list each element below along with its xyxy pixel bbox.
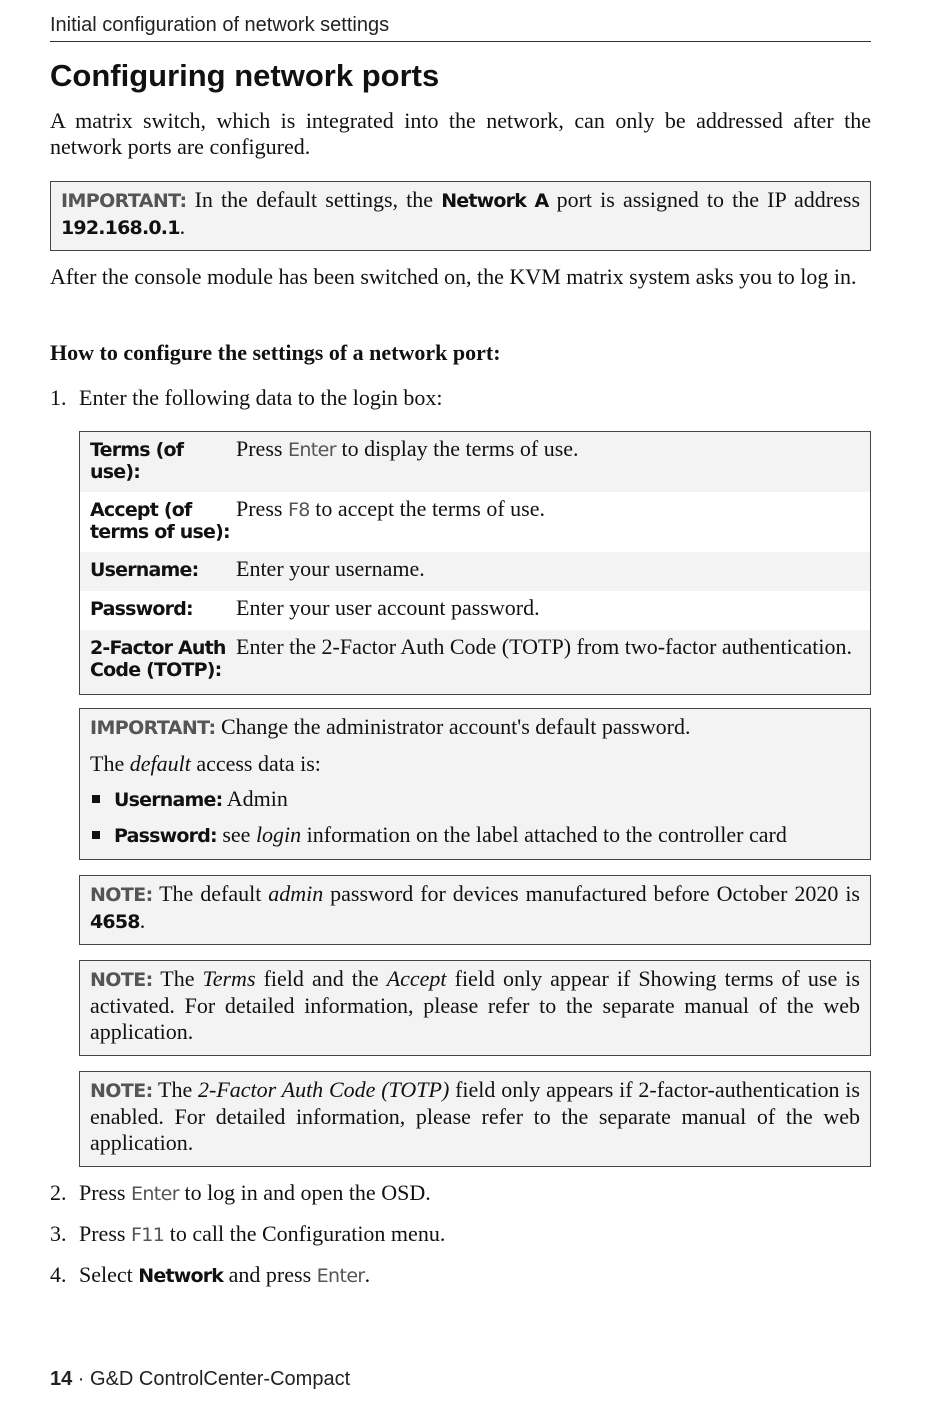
step-1 — [50, 385, 443, 411]
table-row — [80, 630, 870, 694]
password-label: Password: — [114, 825, 217, 847]
important-line — [90, 714, 860, 741]
step-2: 2. Press Enter to log in and open the OSD. — [50, 1180, 431, 1205]
field-name: Password: — [90, 598, 193, 620]
default-password-code: 4658 — [90, 911, 140, 933]
bullet-square-icon — [92, 831, 100, 839]
important-label: IMPORTANT: — [61, 190, 187, 212]
list-item: Password: see login information on the label attached to the controller card — [90, 822, 860, 849]
enter-key: Enter — [130, 1183, 179, 1205]
step-number: 1. — [50, 385, 67, 410]
enter-key: Enter — [316, 1265, 365, 1287]
important-text: . — [179, 214, 186, 239]
list-item: Username: Admin — [90, 786, 860, 813]
f8-key: F8 — [287, 499, 310, 521]
important-box-default-ip — [50, 181, 871, 251]
login-prompt-paragraph: After the console module has been switched on, the KVM matrix system asks you to log in. — [50, 264, 857, 289]
note-label: NOTE: — [90, 1080, 153, 1102]
step-number: 4. — [50, 1262, 67, 1287]
page-footer: 14 · G&D ControlCenter-Compact — [50, 1368, 351, 1390]
username-label: Username: — [114, 789, 223, 811]
field-description: Enter the 2-Factor Auth Code (TOTP) from two-factor authentication. — [236, 634, 853, 659]
field-description: Press F8 to accept the terms of use. — [236, 496, 545, 521]
step-text: Enter the following data to the login box: — [79, 385, 443, 410]
running-header — [50, 14, 871, 42]
note-box-totp-field: NOTE: The 2-Factor Auth Code (TOTP) field only appears if 2-factor-authentication is enabled. For detailed information, please refer to the separate manual of the web application. — [79, 1071, 871, 1167]
bullet-square-icon — [92, 795, 100, 803]
field-name: Username: — [90, 559, 199, 581]
step-number: 3. — [50, 1221, 67, 1246]
default-access-line: The default access data is: — [90, 751, 321, 776]
important-text: Change the administrator account's default password. — [215, 714, 691, 739]
running-header-title: Initial configuration of network settings — [50, 14, 390, 36]
field-name: Accept (of terms of use): — [90, 499, 230, 543]
step-number: 2. — [50, 1180, 67, 1205]
important-text: In the default settings, the — [186, 187, 442, 212]
important-box-default-password — [79, 708, 871, 860]
product-name: G&D ControlCenter-Compact — [90, 1368, 351, 1390]
note-label: NOTE: — [90, 969, 153, 991]
intro-paragraph: A matrix switch, which is integrated into the network, can only be addressed after the network ports are configured. — [50, 108, 871, 159]
table-row — [80, 432, 870, 492]
note-label: NOTE: — [90, 884, 153, 906]
login-fields-table — [79, 431, 871, 695]
step-3: 3. Press F11 to call the Configuration menu. — [50, 1221, 446, 1246]
page-title: Configuring network ports — [50, 58, 440, 93]
field-description: Enter your user account password. — [236, 595, 540, 620]
step-4: 4. Select Network and press Enter. — [50, 1262, 371, 1287]
enter-key: Enter — [287, 439, 336, 461]
field-name: Terms (of use): — [90, 439, 184, 483]
how-to-heading: How to configure the settings of a network port: — [50, 340, 501, 365]
field-description: Enter your username. — [236, 556, 425, 581]
f11-key: F11 — [130, 1224, 165, 1246]
important-text: port is assigned to the IP address — [548, 187, 861, 212]
network-a-keyword: Network A — [441, 190, 549, 212]
network-menu-keyword: Network — [138, 1265, 224, 1287]
page-number: 14 — [50, 1368, 73, 1390]
field-name: 2-Factor Auth Code (TOTP): — [90, 637, 226, 681]
ip-address: 192.168.0.1 — [61, 217, 180, 239]
table-row — [80, 591, 870, 630]
table-row — [80, 492, 870, 552]
note-box-admin-password: NOTE: The default admin password for devices manufactured before October 2020 is 4658. — [79, 875, 871, 945]
note-box-terms-fields: NOTE: The Terms field and the Accept field only appear if Showing terms of use is activated. For detailed information, please refer to the separate manual of the web application. — [79, 960, 871, 1056]
table-row — [80, 552, 870, 591]
field-description: Press Enter to display the terms of use. — [236, 436, 579, 461]
important-label: IMPORTANT: — [90, 717, 216, 739]
